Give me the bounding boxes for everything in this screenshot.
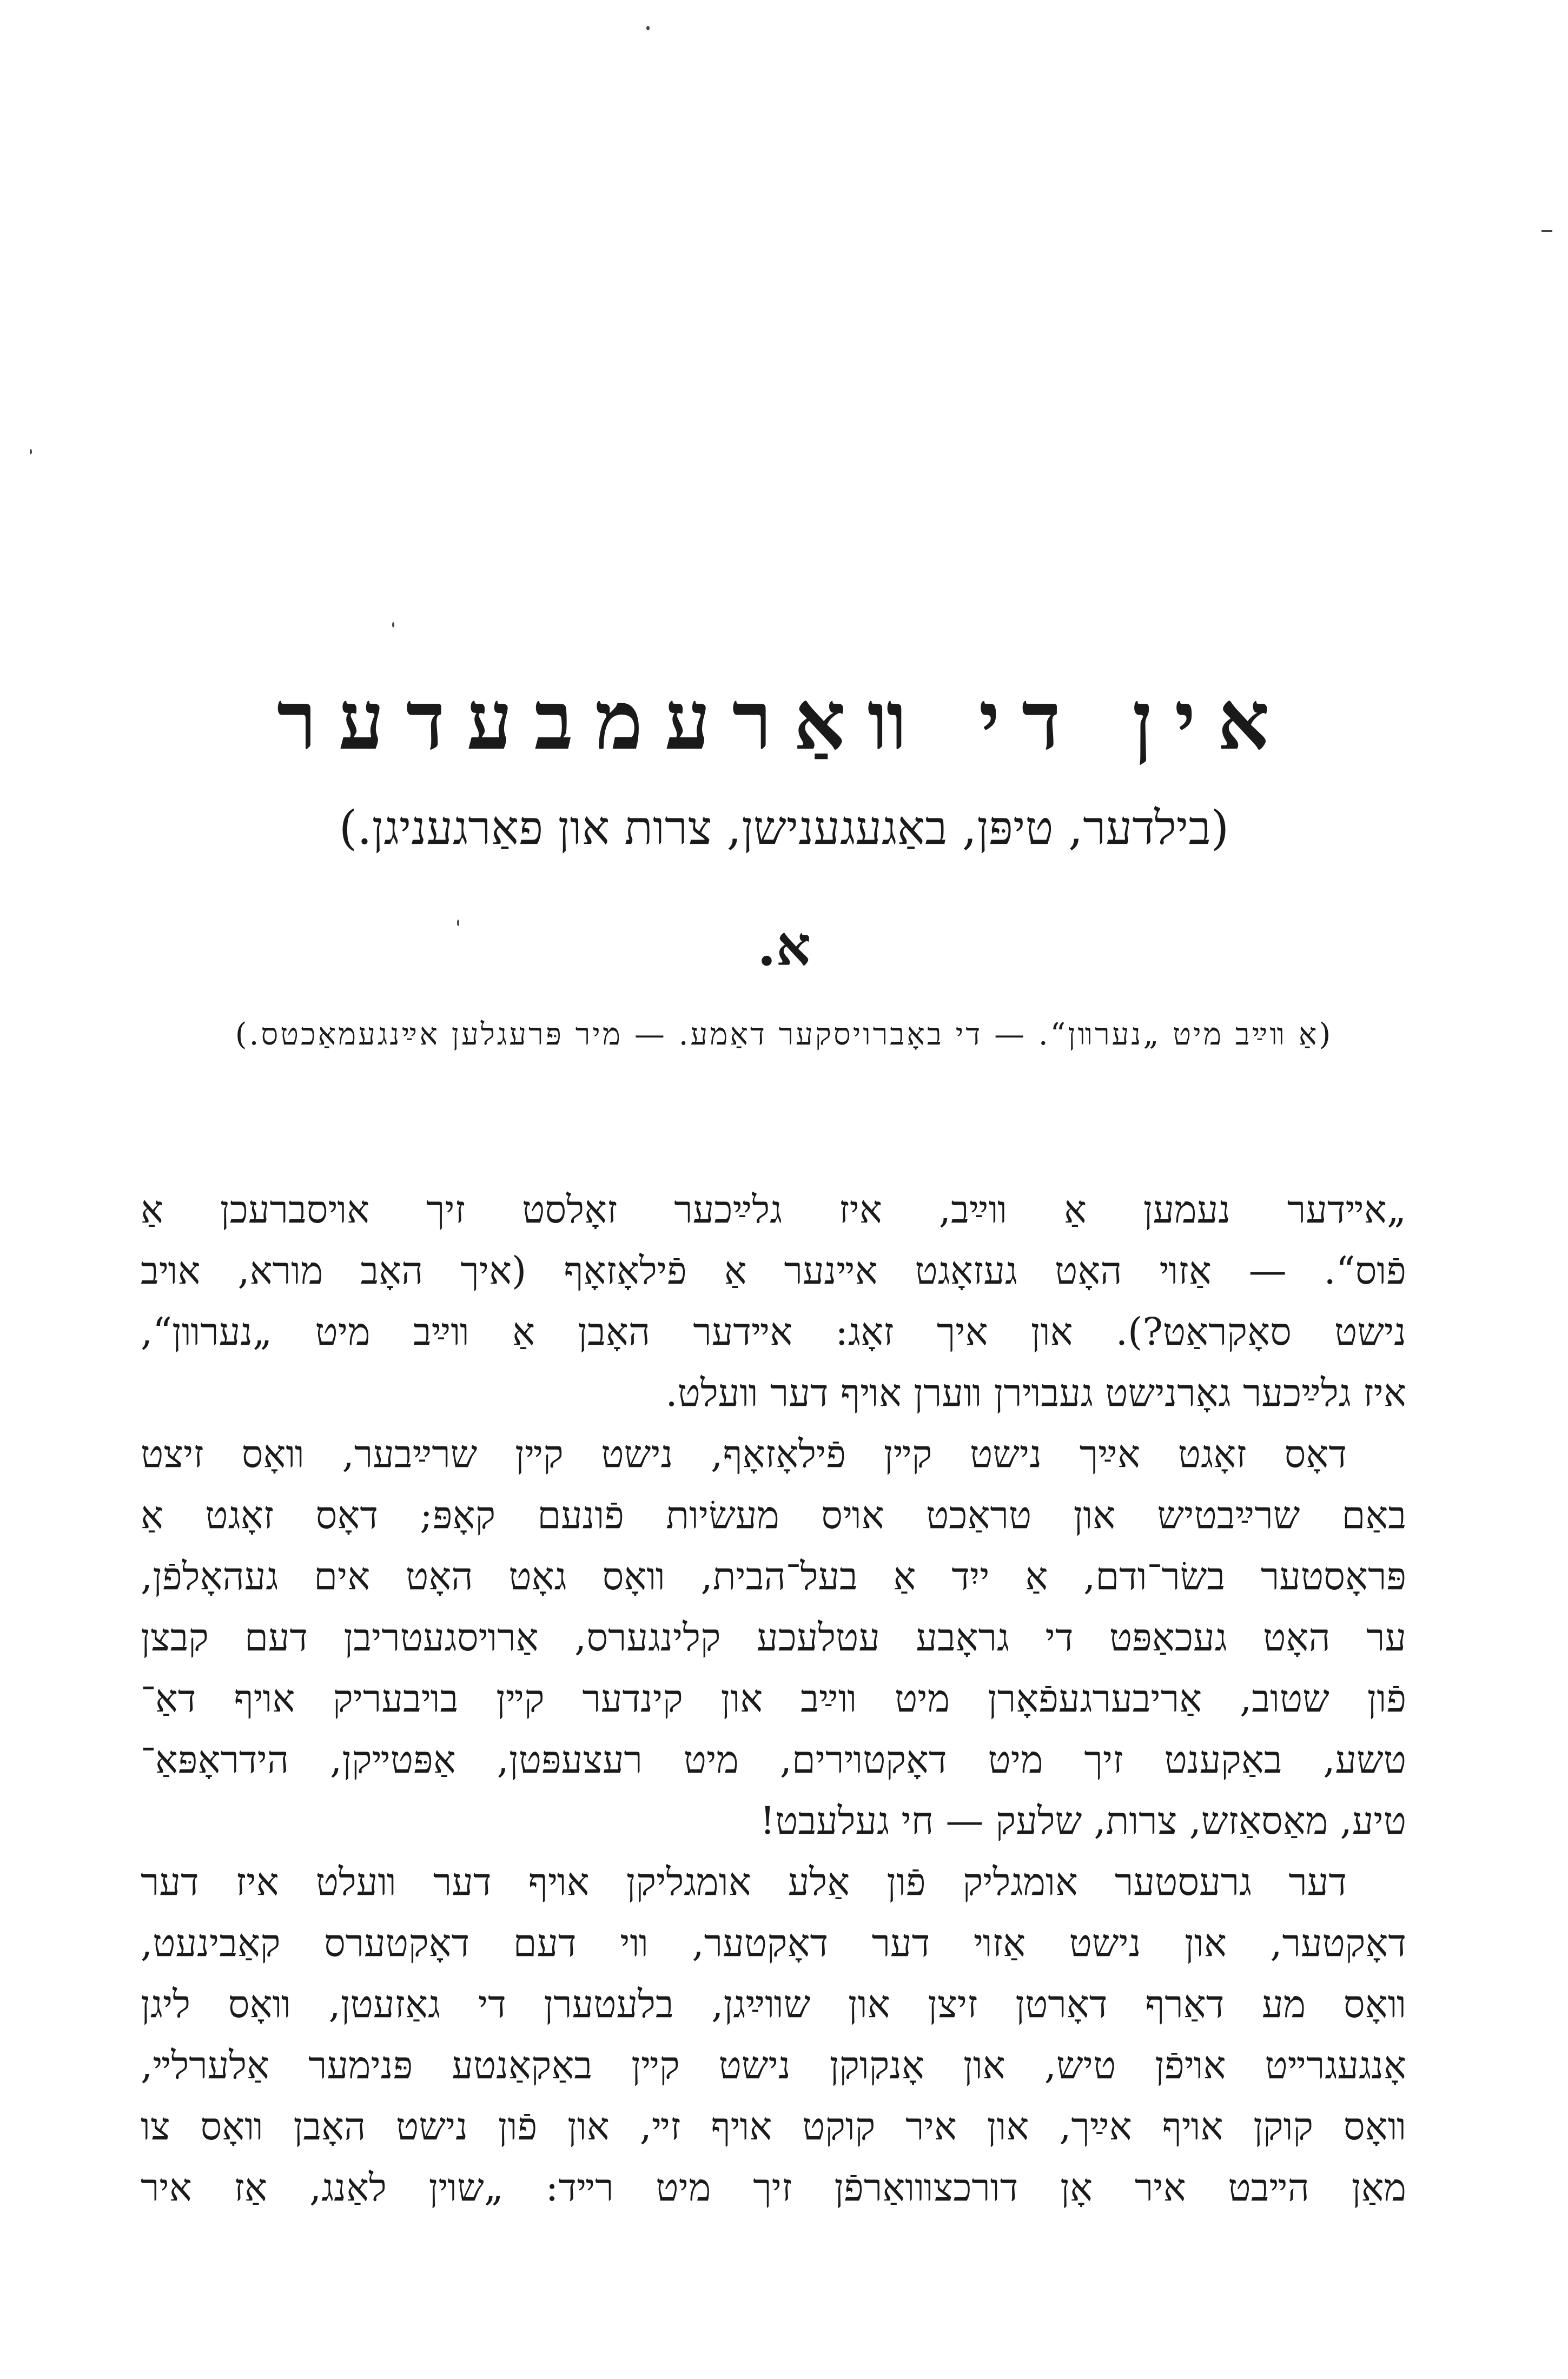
text-line: װאָס מע דאַרף דאָרטן זיצן און שװײַגן, בלעטערן די גאַזעטן, װאָס ליגן: [141, 1982, 1406, 2026]
chapter-subtitle: (בילדער, טיפּן, באַגעגענישן, צרות און פאַרגעניגן.): [339, 801, 1229, 855]
print-speck: [30, 449, 32, 454]
paragraph: [141, 1852, 1406, 2218]
print-speck: [1541, 230, 1552, 232]
print-speck: [646, 26, 650, 30]
chapter-title: אין די װאַרעמבעדער: [276, 673, 1292, 768]
text-line: אָנגעגרײט אױפֿן טיש, און אָנקוקן נישט קײן באַקאַנטע פּנימער אַלערלײ,: [141, 2043, 1406, 2087]
section-synopsis: (אַ װײַב מיט „נערװן“. — די באָברויסקער דאַמע. — מיר פּרעגלען אײַנגעמאַכטס.): [235, 1017, 1333, 1052]
body-text: [141, 1179, 1406, 2218]
text-line: פֿוס“. — אַזױ האָט געזאָגט אײנער אַ פֿילאָזאָף (איך האָב מורא, אױב: [141, 1248, 1406, 1293]
text-line: טשע, באַקענט זיך מיט דאָקטױרים, מיט רעצעפּטן, אַפּטײקן, הידראָפּאַ־: [141, 1737, 1406, 1782]
text-line: װאָס קוקן אױף אײַך, און איר קוקט אױף זײ, און פֿון נישט האָבן װאָס צו: [141, 2104, 1406, 2149]
paragraph: [141, 1424, 1406, 1852]
text-line: ער האָט געכאַפּט די גראָבע עטלעכע קלינגערס, אַרױסגעטריבן דעם קבצן: [141, 1615, 1406, 1660]
text-line: דאָקטער, און נישט אַזױ דער דאָקטער, װי דעם דאָקטערס קאַבינעט,: [141, 1921, 1407, 1965]
text-line: איז גלײַכער גאָרנישט געבױרן װערן אױף דער װעלט.: [665, 1371, 1406, 1415]
text-line: דער גרעסטער אומגליק פֿון אַלע אומגליקן אױף דער װעלט איז דער: [141, 1860, 1347, 1904]
text-line: באַם שרײַבטיש און טראַכט אױס מעשׂיות פֿונעם קאָפּ; דאָס זאָגט אַ: [141, 1493, 1406, 1537]
paragraph: [141, 1179, 1406, 1424]
text-line: דאָס זאָגט אײַך נישט קײן פֿילאָזאָף, נישט קײן שרײַבער, װאָס זיצט: [141, 1432, 1347, 1476]
section-letter: א.: [757, 914, 811, 978]
text-line: פֿון שטוב, אַריבערגעפֿאָרן מיט װײַב און קינדער קײן בױבעריק אױף דאַ־: [141, 1676, 1406, 1721]
text-line: פּראָסטער בשׂר־ודם, אַ ייִד אַ בעל־הבית, װאָס גאָט האָט אים געהאָלפֿן,: [141, 1554, 1406, 1598]
text-line: מאַן הײבט איר אָן דורכצװואַרפֿן זיך מיט רײד: „שױן לאַנג, אַז איר: [141, 2165, 1406, 2210]
text-line: טיע, מאַסאַזש, צרות, שלעק — חי געלעבט!: [760, 1799, 1406, 1843]
text-line: „אײדער נעמען אַ װײַב, איז גלײַכער זאָלסט זיך אױסברעכן אַ: [141, 1187, 1406, 1232]
print-speck: [392, 622, 394, 627]
text-line: נישט סאָקראַט?). און איך זאָג: אײדער האָבן אַ װײַב מיט „נערװן“,: [141, 1310, 1406, 1354]
